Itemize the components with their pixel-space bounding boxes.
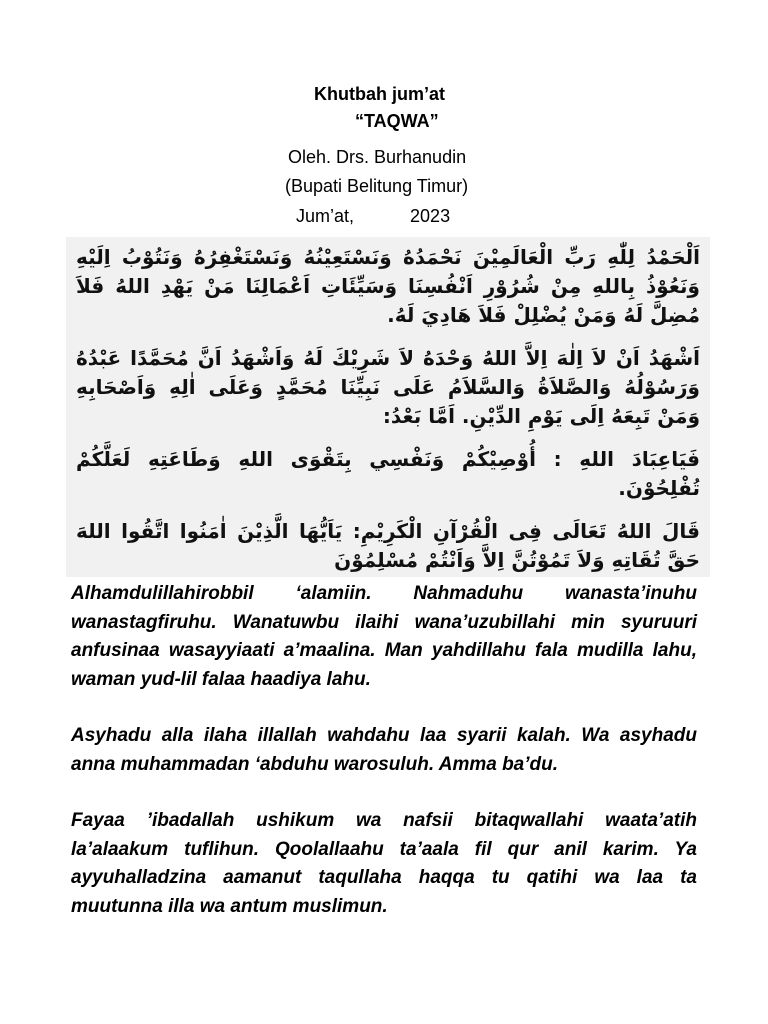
- transliteration-body: [71, 580, 697, 949]
- transliteration-paragraph-quran: Fayaa ’ibadallah ushikum wa nafsii bitaqwallahi waata’atih la’alaakum tuflihun. Qoolallaahu ta’aala fil qur anil karim. Ya ayyuhalladzina aamanut taqullaha haqqa tu qatihi wa laa ta muutunna illa wa antum muslimun.: [71, 810, 697, 917]
- date-label: Jum’at,: [296, 206, 355, 226]
- date-line: [296, 205, 450, 227]
- author-line: Oleh. Drs. Burhanudin: [288, 147, 467, 167]
- document-title: Khutbah jum’at: [314, 84, 445, 104]
- arabic-paragraph-opening: اَلْحَمْدُ لِلّٰهِ رَبِّ الْعَالَمِيْنَ نَحْمَدُهُ وَنَسْتَعِيْنُهُ وَنَسْتَغْفِرُهُ وَنَتُوْبُ اِلَيْهِ وَنَعُوْذُ بِاللهِ مِنْ شُرُوْرِ اَنْفُسِنَا وَسَيِّئَاتِ اَعْمَالِنَا مَنْ يَهْدِ اللهُ فَلاَ مُضِلَّ لَهُ وَمَنْ يُضْلِلْ فَلاَ هَادِيَ لَهُ.: [76, 245, 700, 327]
- arabic-paragraph-shahada: اَشْهَدُ اَنْ لاَ اِلٰهَ اِلاَّ اللهُ وَحْدَهُ لاَ شَرِيْكَ لَهُ وَاَشْهَدُ اَنَّ مُحَمَّدًا عَبْدُهُ وَرَسُوْلُهُ وَالصَّلاَةُ وَالسَّلاَمُ عَلَى نَبِيِّنَا مُحَمَّدٍ وَعَلَى اٰلِهِ وَاَصْحَابِهِ وَمَنْ تَبِعَهُ اِلَى يَوْمِ الدِّيْنِ. اَمَّا بَعْدُ:: [76, 346, 700, 428]
- document-subtitle: “TAQWA”: [355, 111, 439, 131]
- author-position: (Bupati Belitung Timur): [285, 176, 469, 196]
- arabic-text-image: [66, 237, 710, 577]
- arabic-paragraph-wasiat: فَيَاعِبَادَ اللهِ : أُوْصِيْكُمْ وَنَفْسِي بِتَقْوَى اللهِ وَطَاعَتِهِ لَعَلَّكُمْ تُفْلِحُوْنَ.: [76, 447, 700, 500]
- arabic-paragraph-quran: قَالَ اللهُ تَعَالَى فِى الْقُرْآنِ الْكَرِيْمِ: يَاَيُّهَا الَّذِيْنَ اٰمَنُوا اتَّقُوا اللهَ حَقَّ تُقَاتِهِ وَلاَ تَمُوْتُنَّ اِلاَّ وَاَنْتُمْ مُسْلِمُوْنَ: [76, 519, 700, 572]
- transliteration-paragraph-shahada: Asyhadu alla ilaha illallah wahdahu laa syarii kalah. Wa asyhadu anna muhammadan ‘abduhu warosuluh. Amma ba’du.: [71, 725, 697, 775]
- date-year: 2023: [410, 206, 451, 226]
- transliteration-paragraph-opening: Alhamdulillahirobbil ‘alamiin. Nahmaduhu wanasta’inuhu wanastagfiruhu. Wanatuwbu ilaihi wana’uzubillahi min syuruuri anfusinaa wasayyiaati a’maalina. Man yahdillahu fala mudilla lahu, waman yud-lil falaa haadiya lahu.: [71, 583, 697, 690]
